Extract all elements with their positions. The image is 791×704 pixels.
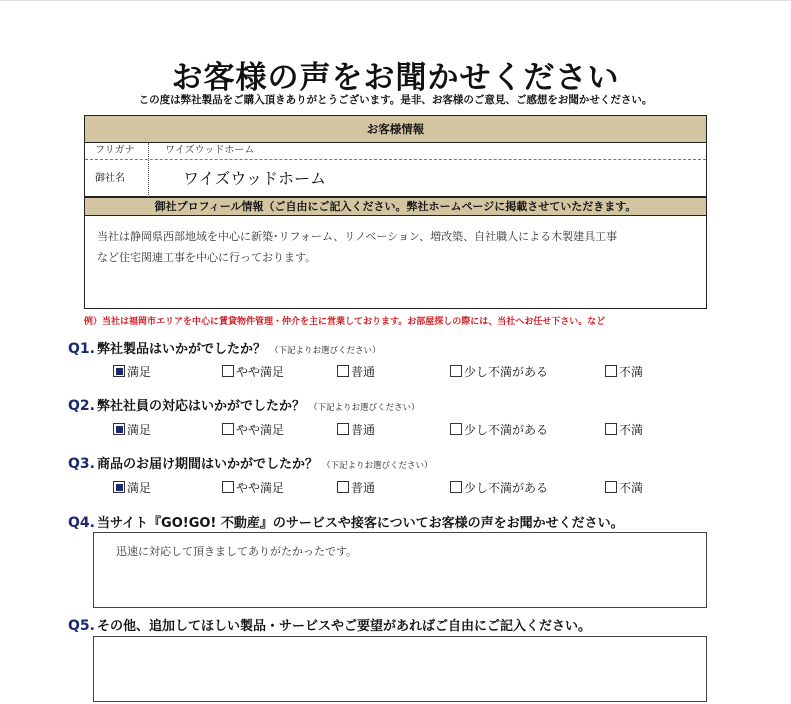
q2-heading [68, 395, 420, 414]
page-subtitle: この度は弊社製品をご購入頂きありがとうございます。是非、お客様のご意見、ご感想をお聞かせください。 [138, 94, 653, 106]
q2-option[interactable] [450, 421, 548, 438]
q2-text: 弊社社員の対応はいかがでしたか？ [96, 399, 305, 414]
option-label: 普通 [351, 423, 376, 437]
q3-text: 商品のお届け期間はいかがでしたか？ [96, 457, 318, 472]
profile-field[interactable] [85, 216, 706, 268]
option-label: やや満足 [236, 481, 285, 495]
checkbox[interactable] [337, 481, 349, 493]
q3-number: Q3. [68, 456, 95, 472]
q2-option[interactable] [605, 421, 643, 438]
q3-option[interactable] [450, 479, 548, 496]
option-label: 少し不満がある [464, 481, 549, 495]
checkbox[interactable] [113, 423, 125, 435]
q2-option[interactable] [222, 421, 284, 438]
page-title: お客様の声をお聞かせください [171, 60, 620, 96]
furigana-row [85, 143, 706, 160]
q3-option[interactable] [337, 479, 375, 496]
q2-option[interactable] [113, 421, 151, 438]
q5-number: Q5. [68, 618, 95, 634]
q5-answer-field[interactable] [93, 636, 707, 702]
q3-option[interactable] [605, 479, 643, 496]
checkbox[interactable] [450, 481, 462, 493]
q2-number: Q2. [68, 398, 95, 414]
profile-box [84, 197, 707, 309]
q1-option[interactable] [337, 363, 375, 380]
profile-header: 御社プロフィール情報（ご自由にご記入ください。弊社ホームページに掲載させていただきます。 [85, 198, 706, 216]
option-label: 満足 [127, 365, 152, 379]
checkbox[interactable] [605, 481, 617, 493]
top-divider [0, 0, 791, 1]
q1-note: （下記よりお選びください） [269, 346, 381, 356]
checkbox[interactable] [605, 423, 617, 435]
furigana-field[interactable]: ワイズウッドホーム [165, 145, 255, 156]
checkbox[interactable] [222, 481, 234, 493]
company-row [85, 160, 706, 197]
q1-text: 弊社製品はいかがでしたか？ [96, 342, 266, 357]
q1-option[interactable] [222, 363, 284, 380]
q5-heading [68, 615, 591, 634]
customer-info-box [84, 115, 707, 197]
q4-text: 当サイト『GO!GO! 不動産』のサービスや接客についてお客様の声をお聞かせください。 [96, 516, 624, 531]
option-label: やや満足 [236, 365, 285, 379]
checkbox[interactable] [113, 365, 125, 377]
option-label: 満足 [127, 481, 152, 495]
option-label: 不満 [619, 481, 644, 495]
option-label: 満足 [127, 423, 152, 437]
option-label: 普通 [351, 481, 376, 495]
option-label: やや満足 [236, 423, 285, 437]
q4-heading [68, 512, 624, 531]
checkbox[interactable] [450, 423, 462, 435]
checkbox[interactable] [337, 365, 349, 377]
checkbox[interactable] [113, 481, 125, 493]
q1-option[interactable] [605, 363, 643, 380]
example-text: 例）当社は福岡市エリアを中心に賃貸物件管理・仲介を主に営業しております。お部屋探しの際には、当社へお任せ下さい。など [84, 317, 606, 327]
q4-answer-field[interactable]: 迅速に対応して頂きましてありがたかったです。 [93, 532, 707, 608]
option-label: 少し不満がある [464, 423, 549, 437]
option-label: 少し不満がある [464, 365, 549, 379]
option-label: 普通 [351, 365, 376, 379]
option-label: 不満 [619, 365, 644, 379]
profile-line: 当社は静岡県西部地域を中心に新築･リフォーム、リノベーション、増改築、自社職人による木製建具工事 [97, 230, 618, 243]
q1-heading [68, 338, 381, 357]
option-label: 不満 [619, 423, 644, 437]
company-field[interactable]: ワイズウッドホーム [183, 169, 327, 188]
q5-text: その他、追加してほしい製品・サービスやご要望があればご自由にご記入ください。 [96, 619, 591, 634]
checkbox[interactable] [222, 365, 234, 377]
q2-option[interactable] [337, 421, 375, 438]
checkbox[interactable] [605, 365, 617, 377]
q3-option[interactable] [222, 479, 284, 496]
checkbox[interactable] [222, 423, 234, 435]
q3-note: （下記よりお選びください） [321, 461, 433, 471]
q2-note: （下記よりお選びください） [308, 403, 420, 413]
checkbox[interactable] [450, 365, 462, 377]
q1-option[interactable] [450, 363, 548, 380]
q3-option[interactable] [113, 479, 151, 496]
q4-number: Q4. [68, 515, 95, 531]
q1-option[interactable] [113, 363, 151, 380]
q3-heading [68, 453, 433, 472]
company-label: 御社名 [85, 160, 149, 197]
checkbox[interactable] [337, 423, 349, 435]
profile-line: など住宅関連工事を中心に行っております。 [97, 251, 317, 264]
furigana-label: フリガナ [85, 143, 149, 159]
q1-number: Q1. [68, 341, 95, 357]
customer-info-header: お客様情報 [85, 116, 706, 143]
